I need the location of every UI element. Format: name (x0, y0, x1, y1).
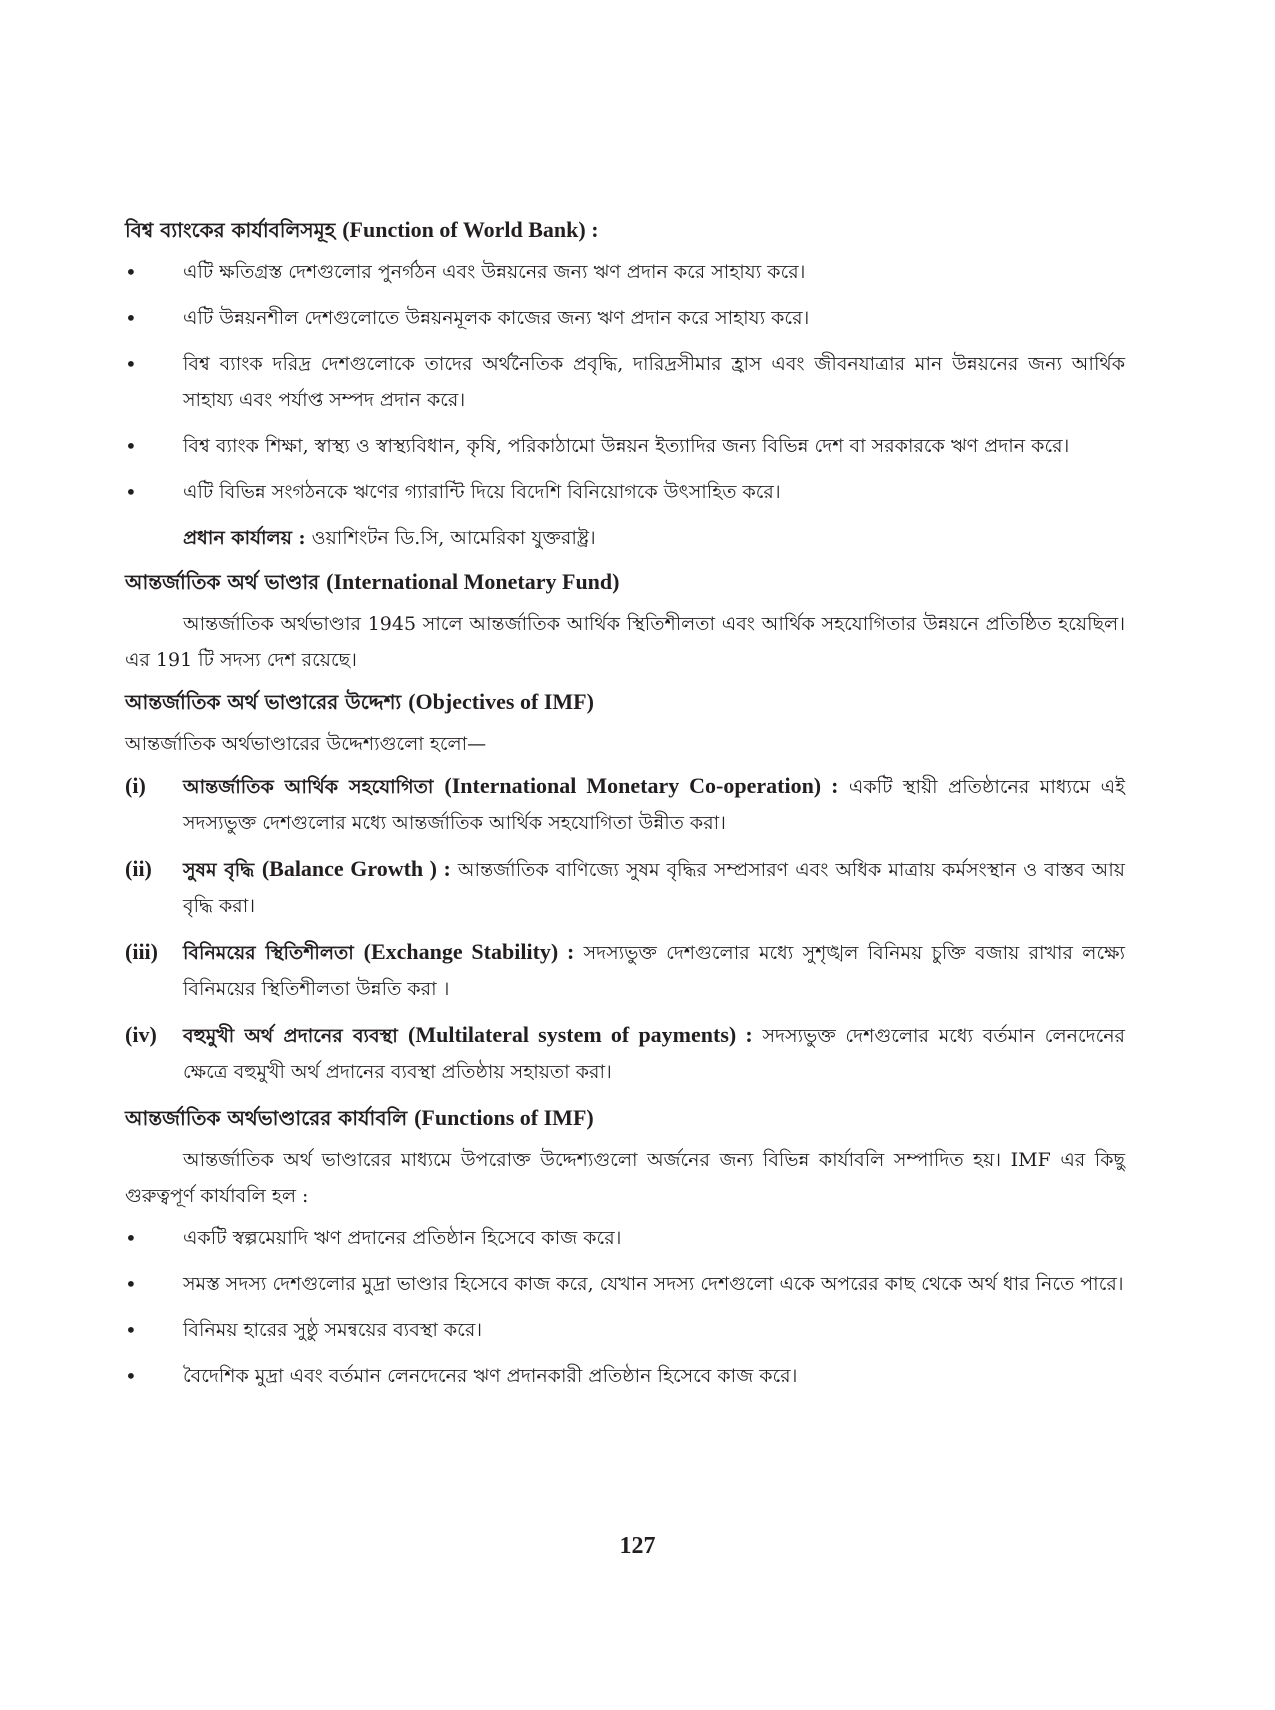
list-item-text: বিশ্ব ব্যাংক শিক্ষা, স্বাস্থ্য ও স্বাস্থ্যবিধান, কৃষি, পরিকাঠামো উন্নয়ন ইত্যাদির জন্য বিভিন্ন দেশ বা সরকারকে ঋণ প্রদান করে। (183, 435, 1070, 457)
objective-description: সদস্যভুক্ত দেশগুলোর মধ্যে বর্তমান লেনদেনের ক্ষেত্রে বহুমুখী অর্থ প্রদানের ব্যবস্থা প্রতিষ্ঠায় সহায়তা করা। (183, 1025, 1126, 1083)
imf-functions-list (125, 1220, 1125, 1394)
bullet-icon: • (125, 352, 137, 376)
bullet-icon: • (125, 1318, 137, 1342)
objectives-intro: আন্তর্জাতিক অর্থভাণ্ডারের উদ্দেশ্যগুলো হলো— (125, 733, 487, 755)
imf-objectives-list (125, 768, 1125, 1090)
list-item-text: এটি ক্ষতিগ্রস্ত দেশগুলোর পুনর্গঠন এবং উন্নয়নের জন্য ঋণ প্রদান করে সাহায্য করে। (183, 261, 806, 283)
objective-item (125, 1017, 1125, 1090)
objective-item (125, 851, 1125, 924)
objective-term (183, 856, 451, 881)
objective-number: (ii) (125, 856, 152, 881)
world-bank-functions-list (125, 254, 1125, 510)
bullet-icon: • (125, 1272, 137, 1296)
heading-english: (Function of World Bank) : (342, 217, 599, 242)
list-item-text: বিশ্ব ব্যাংক দরিদ্র দেশগুলোকে তাদের অর্থনৈতিক প্রবৃদ্ধি, দারিদ্রসীমার হ্রাস এবং জীবনযাত্রার মান উন্নয়নের জন্য আর্থিক সাহায্য এবং পর্যাপ্ত সম্পদ প্রদান করে। (183, 353, 1125, 411)
list-item (125, 428, 1125, 464)
imf-functions-heading (125, 1100, 1125, 1136)
term-bengali: আন্তর্জাতিক আর্থিক সহযোগিতা (183, 776, 445, 798)
objective-description: সদস্যভুক্ত দেশগুলোর মধ্যে সুশৃঙ্খল বিনিময় চুক্তি বজায় রাখার লক্ষ্যে বিনিময়ের স্থিতিশীলতা উন্নতি করা । (183, 942, 1125, 1000)
heading-bengali: আন্তর্জাতিক অর্থভাণ্ডারের কার্যাবলি (125, 1106, 415, 1130)
list-item-text: সমস্ত সদস্য দেশগুলোর মুদ্রা ভাণ্ডার হিসেবে কাজ করে, যেখান সদস্য দেশগুলো একে অপরের কাছ থেকে অর্থ ধার নিতে পারে। (183, 1273, 1124, 1295)
bullet-icon: • (125, 480, 137, 504)
list-item (125, 1220, 1125, 1256)
objective-number: (iv) (125, 1022, 157, 1047)
imf-functions-paragraph: আন্তর্জাতিক অর্থ ভাণ্ডারের মাধ্যমে উপরোক্ত উদ্দেশ্যগুলো অর্জনের জন্য বিভিন্ন কার্যাবলি সম্পাদিত হয়। IMF এর কিছু গুরুত্বপূর্ণ কার্যাবলি হল : (125, 1149, 1125, 1207)
objective-item (125, 934, 1125, 1007)
term-english: (Multilateral system of payments) : (408, 1022, 753, 1047)
headquarters-label: প্রধান কার্যালয় : (183, 527, 306, 549)
bullet-icon: • (125, 260, 137, 284)
heading-english: (Functions of IMF) (414, 1105, 594, 1130)
imf-intro-paragraph: আন্তর্জাতিক অর্থভাণ্ডার 1945 সালে আন্তর্জাতিক আর্থিক স্থিতিশীলতা এবং আর্থিক সহযোগিতার উন্নয়নে প্রতিষ্ঠিত হয়েছিল। এর 191 টি সদস্য দেশ রয়েছে। (125, 613, 1125, 671)
list-item-text: একটি স্বল্পমেয়াদি ঋণ প্রদানের প্রতিষ্ঠান হিসেবে কাজ করে। (183, 1227, 622, 1249)
list-item (125, 1358, 1125, 1394)
imf-objectives-heading (125, 684, 1125, 720)
objective-description: আন্তর্জাতিক বাণিজ্যে সুষম বৃদ্ধির সম্প্রসারণ এবং অধিক মাত্রায় কর্মসংস্থান ও বাস্তব আয় বৃদ্ধি করা। (183, 859, 1126, 917)
heading-bengali: বিশ্ব ব্যাংকের কার্যাবলিসমূহ (125, 218, 343, 242)
page-content (125, 212, 1125, 1404)
term-english: (Balance Growth ) : (261, 856, 451, 881)
list-item (125, 1312, 1125, 1348)
bullet-icon: • (125, 434, 137, 458)
objective-description: একটি স্থায়ী প্রতিষ্ঠানের মাধ্যমে এই সদস্যভুক্ত দেশগুলোর মধ্যে আন্তর্জাতিক আর্থিক সহযোগিতা উন্নীত করা। (183, 776, 1125, 834)
term-english: (International Monetary Co-operation) : (444, 773, 839, 798)
page-number: 127 (619, 1533, 656, 1559)
heading-english: (International Monetary Fund) (326, 569, 620, 594)
heading-bengali: আন্তর্জাতিক অর্থ ভাণ্ডারের উদ্দেশ্য (125, 690, 409, 714)
term-bengali: সুষম বৃদ্ধি (183, 859, 262, 881)
objective-term (183, 1022, 753, 1047)
world-bank-functions-heading (125, 212, 1125, 248)
objective-number: (iii) (125, 939, 158, 964)
objective-term (183, 773, 839, 798)
list-item (125, 346, 1125, 418)
bullet-icon: • (125, 306, 137, 330)
list-item (125, 1266, 1125, 1302)
list-item-text: বৈদেশিক মুদ্রা এবং বর্তমান লেনদেনের ঋণ প্রদানকারী প্রতিষ্ঠান হিসেবে কাজ করে। (183, 1365, 798, 1387)
list-item (125, 474, 1125, 510)
list-item-text: এটি বিভিন্ন সংগঠনকে ঋণের গ্যারান্টি দিয়ে বিদেশি বিনিয়োগকে উৎসাহিত করে। (183, 481, 781, 503)
term-english: (Exchange Stability) : (363, 939, 575, 964)
list-item-text: এটি উন্নয়নশীল দেশগুলোতে উন্নয়নমূলক কাজের জন্য ঋণ প্রদান করে সাহায্য করে। (183, 307, 810, 329)
headquarters-line (183, 520, 1125, 556)
bullet-icon: • (125, 1364, 137, 1388)
heading-english: (Objectives of IMF) (408, 689, 594, 714)
imf-heading (125, 564, 1125, 600)
objective-item (125, 768, 1125, 841)
objective-number: (i) (125, 773, 146, 798)
heading-bengali: আন্তর্জাতিক অর্থ ভাণ্ডার (125, 570, 327, 594)
term-bengali: বিনিময়ের স্থিতিশীলতা (183, 942, 364, 964)
term-bengali: বহুমুখী অর্থ প্রদানের ব্যবস্থা (183, 1025, 409, 1047)
list-item (125, 254, 1125, 290)
headquarters-value: ওয়াশিংটন ডি.সি, আমেরিকা যুক্তরাষ্ট্র। (305, 527, 596, 549)
bullet-icon: • (125, 1226, 137, 1250)
list-item (125, 300, 1125, 336)
list-item-text: বিনিময় হারের সুষ্ঠু সমন্বয়ের ব্যবস্থা করে। (183, 1319, 483, 1341)
objective-term (183, 939, 575, 964)
